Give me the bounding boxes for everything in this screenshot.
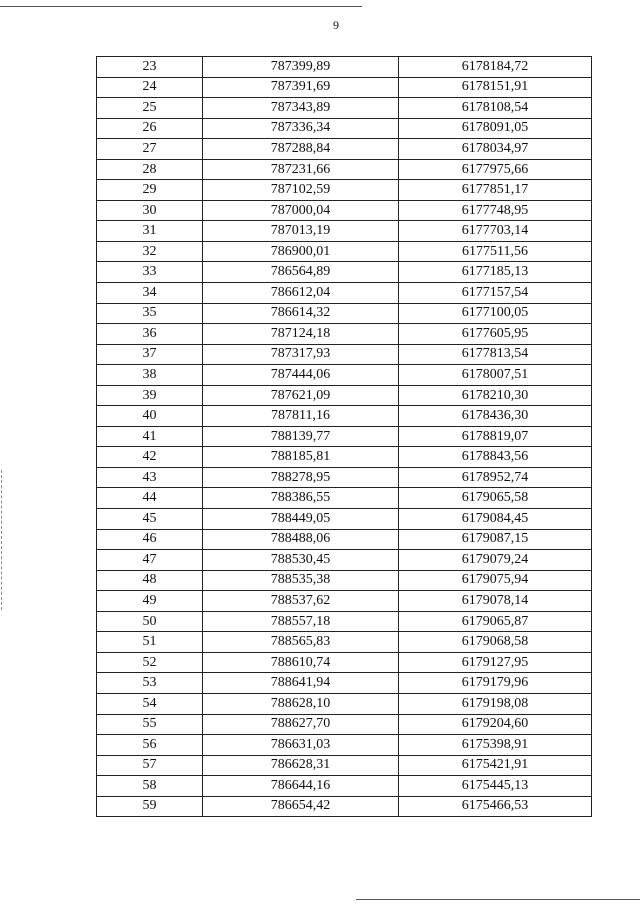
table-row (97, 324, 592, 345)
scan-bottom-line (356, 899, 640, 900)
point-number-cell: 42 (97, 447, 203, 468)
x-coordinate-cell: 788386,55 (203, 488, 399, 509)
table-row (97, 57, 592, 78)
point-number-cell: 46 (97, 529, 203, 550)
table-row (97, 77, 592, 98)
scan-top-line (0, 6, 362, 7)
point-number-cell: 32 (97, 241, 203, 262)
x-coordinate-cell: 788185,81 (203, 447, 399, 468)
y-coordinate-cell: 6177813,54 (399, 344, 592, 365)
x-coordinate-cell: 787336,34 (203, 118, 399, 139)
table-row (97, 467, 592, 488)
point-number-cell: 25 (97, 98, 203, 119)
x-coordinate-cell: 788139,77 (203, 426, 399, 447)
x-coordinate-cell: 786644,16 (203, 776, 399, 797)
y-coordinate-cell: 6177703,14 (399, 221, 592, 242)
y-coordinate-cell: 6179065,58 (399, 488, 592, 509)
point-number-cell: 54 (97, 693, 203, 714)
point-number-cell: 37 (97, 344, 203, 365)
coordinates-table (96, 56, 592, 817)
y-coordinate-cell: 6178108,54 (399, 98, 592, 119)
x-coordinate-cell: 788565,83 (203, 632, 399, 653)
table-row (97, 426, 592, 447)
table-row (97, 262, 592, 283)
x-coordinate-cell: 788535,38 (203, 570, 399, 591)
x-coordinate-cell: 787811,16 (203, 406, 399, 427)
y-coordinate-cell: 6179198,08 (399, 693, 592, 714)
table-row (97, 159, 592, 180)
y-coordinate-cell: 6179075,94 (399, 570, 592, 591)
point-number-cell: 49 (97, 591, 203, 612)
y-coordinate-cell: 6179179,96 (399, 673, 592, 694)
table-row (97, 221, 592, 242)
point-number-cell: 41 (97, 426, 203, 447)
point-number-cell: 26 (97, 118, 203, 139)
y-coordinate-cell: 6175421,91 (399, 755, 592, 776)
point-number-cell: 24 (97, 77, 203, 98)
y-coordinate-cell: 6177851,17 (399, 180, 592, 201)
table-row (97, 488, 592, 509)
x-coordinate-cell: 786900,01 (203, 241, 399, 262)
point-number-cell: 40 (97, 406, 203, 427)
page-number: 9 (333, 18, 339, 32)
table-row (97, 673, 592, 694)
x-coordinate-cell: 786612,04 (203, 283, 399, 304)
table-row (97, 98, 592, 119)
point-number-cell: 56 (97, 735, 203, 756)
table-row (97, 693, 592, 714)
x-coordinate-cell: 788557,18 (203, 611, 399, 632)
point-number-cell: 39 (97, 385, 203, 406)
table-row (97, 735, 592, 756)
x-coordinate-cell: 787013,19 (203, 221, 399, 242)
point-number-cell: 28 (97, 159, 203, 180)
x-coordinate-cell: 786631,03 (203, 735, 399, 756)
y-coordinate-cell: 6177975,66 (399, 159, 592, 180)
x-coordinate-cell: 786628,31 (203, 755, 399, 776)
table-row (97, 200, 592, 221)
x-coordinate-cell: 786614,32 (203, 303, 399, 324)
x-coordinate-cell: 787124,18 (203, 324, 399, 345)
x-coordinate-cell: 788488,06 (203, 529, 399, 550)
point-number-cell: 51 (97, 632, 203, 653)
point-number-cell: 44 (97, 488, 203, 509)
table-row (97, 796, 592, 817)
y-coordinate-cell: 6177748,95 (399, 200, 592, 221)
coordinates-table-body (97, 57, 592, 817)
table-row (97, 241, 592, 262)
x-coordinate-cell: 787343,89 (203, 98, 399, 119)
y-coordinate-cell: 6178952,74 (399, 467, 592, 488)
point-number-cell: 33 (97, 262, 203, 283)
point-number-cell: 57 (97, 755, 203, 776)
point-number-cell: 55 (97, 714, 203, 735)
point-number-cell: 30 (97, 200, 203, 221)
table-row (97, 591, 592, 612)
point-number-cell: 58 (97, 776, 203, 797)
x-coordinate-cell: 788278,95 (203, 467, 399, 488)
point-number-cell: 34 (97, 283, 203, 304)
table-row (97, 611, 592, 632)
table-row (97, 632, 592, 653)
y-coordinate-cell: 6179065,87 (399, 611, 592, 632)
y-coordinate-cell: 6179078,14 (399, 591, 592, 612)
y-coordinate-cell: 6177511,56 (399, 241, 592, 262)
y-coordinate-cell: 6178034,97 (399, 139, 592, 160)
x-coordinate-cell: 788610,74 (203, 652, 399, 673)
y-coordinate-cell: 6178151,91 (399, 77, 592, 98)
x-coordinate-cell: 787000,04 (203, 200, 399, 221)
x-coordinate-cell: 788449,05 (203, 509, 399, 530)
point-number-cell: 53 (97, 673, 203, 694)
y-coordinate-cell: 6178436,30 (399, 406, 592, 427)
point-number-cell: 50 (97, 611, 203, 632)
x-coordinate-cell: 787317,93 (203, 344, 399, 365)
y-coordinate-cell: 6177157,54 (399, 283, 592, 304)
table-row (97, 283, 592, 304)
y-coordinate-cell: 6177605,95 (399, 324, 592, 345)
y-coordinate-cell: 6179087,15 (399, 529, 592, 550)
point-number-cell: 48 (97, 570, 203, 591)
y-coordinate-cell: 6179068,58 (399, 632, 592, 653)
table-row (97, 385, 592, 406)
table-row (97, 180, 592, 201)
x-coordinate-cell: 787102,59 (203, 180, 399, 201)
table-row (97, 344, 592, 365)
y-coordinate-cell: 6178184,72 (399, 57, 592, 78)
table-row (97, 118, 592, 139)
y-coordinate-cell: 6179084,45 (399, 509, 592, 530)
x-coordinate-cell: 787399,89 (203, 57, 399, 78)
y-coordinate-cell: 6178091,05 (399, 118, 592, 139)
table-row (97, 365, 592, 386)
point-number-cell: 23 (97, 57, 203, 78)
x-coordinate-cell: 787391,69 (203, 77, 399, 98)
point-number-cell: 59 (97, 796, 203, 817)
x-coordinate-cell: 788641,94 (203, 673, 399, 694)
table-row (97, 509, 592, 530)
y-coordinate-cell: 6175398,91 (399, 735, 592, 756)
point-number-cell: 47 (97, 550, 203, 571)
table-row (97, 776, 592, 797)
y-coordinate-cell: 6175445,13 (399, 776, 592, 797)
table-row (97, 652, 592, 673)
x-coordinate-cell: 787621,09 (203, 385, 399, 406)
point-number-cell: 31 (97, 221, 203, 242)
table-row (97, 550, 592, 571)
table-row (97, 714, 592, 735)
point-number-cell: 45 (97, 509, 203, 530)
point-number-cell: 43 (97, 467, 203, 488)
point-number-cell: 38 (97, 365, 203, 386)
point-number-cell: 52 (97, 652, 203, 673)
table-row (97, 755, 592, 776)
table-row (97, 529, 592, 550)
point-number-cell: 36 (97, 324, 203, 345)
point-number-cell: 35 (97, 303, 203, 324)
table-row (97, 303, 592, 324)
y-coordinate-cell: 6179127,95 (399, 652, 592, 673)
x-coordinate-cell: 787231,66 (203, 159, 399, 180)
point-number-cell: 29 (97, 180, 203, 201)
x-coordinate-cell: 786564,89 (203, 262, 399, 283)
table-row (97, 447, 592, 468)
x-coordinate-cell: 788627,70 (203, 714, 399, 735)
y-coordinate-cell: 6178007,51 (399, 365, 592, 386)
y-coordinate-cell: 6178843,56 (399, 447, 592, 468)
point-number-cell: 27 (97, 139, 203, 160)
y-coordinate-cell: 6177185,13 (399, 262, 592, 283)
x-coordinate-cell: 788537,62 (203, 591, 399, 612)
x-coordinate-cell: 788530,45 (203, 550, 399, 571)
y-coordinate-cell: 6175466,53 (399, 796, 592, 817)
table-row (97, 406, 592, 427)
x-coordinate-cell: 786654,42 (203, 796, 399, 817)
table-row (97, 139, 592, 160)
y-coordinate-cell: 6177100,05 (399, 303, 592, 324)
y-coordinate-cell: 6178819,07 (399, 426, 592, 447)
x-coordinate-cell: 787288,84 (203, 139, 399, 160)
y-coordinate-cell: 6179079,24 (399, 550, 592, 571)
scan-left-mark (1, 470, 2, 610)
x-coordinate-cell: 788628,10 (203, 693, 399, 714)
y-coordinate-cell: 6178210,30 (399, 385, 592, 406)
y-coordinate-cell: 6179204,60 (399, 714, 592, 735)
x-coordinate-cell: 787444,06 (203, 365, 399, 386)
table-row (97, 570, 592, 591)
